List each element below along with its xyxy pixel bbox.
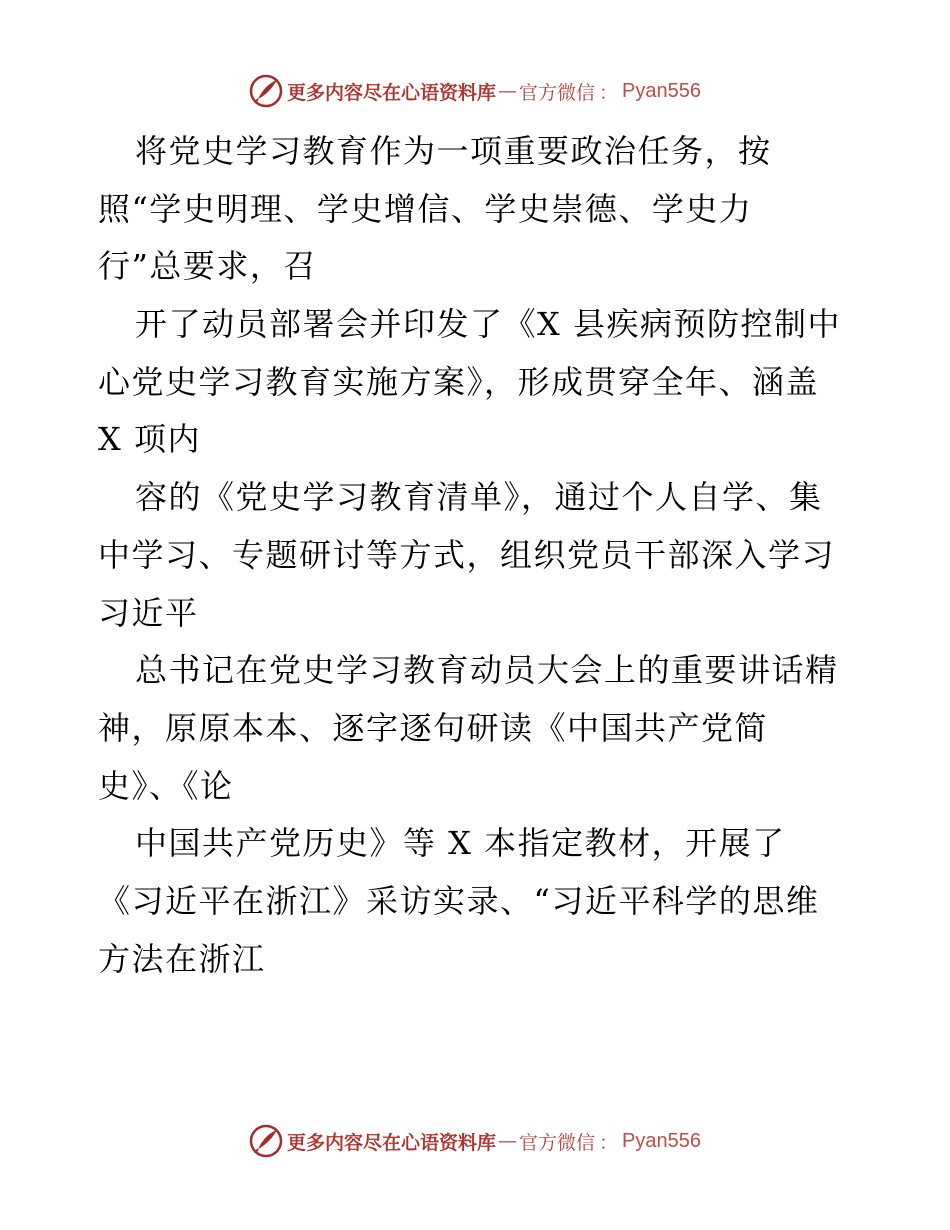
watermark-wechat-id: Pyan556: [622, 79, 701, 102]
watermark-brand: 官方微信: [519, 81, 596, 104]
watermark-wechat-id: Pyan556: [622, 1129, 701, 1152]
body-line-10: 总书记在党史学习教育动员大会上的重要讲话精: [135, 651, 839, 690]
header-watermark: [0, 71, 950, 111]
watermark-separator: ：: [599, 1131, 619, 1154]
body-line-15: 方法在浙江: [98, 939, 266, 978]
watermark-main-text: 更多内容尽在心语资料库: [286, 1131, 496, 1154]
body-line-7: 容的《党史学习教育清单》，通过个人自学、集: [135, 478, 823, 517]
body-line-13: 中国共产党历史》等 X 本指定教材，开展了: [135, 824, 786, 863]
body-line-8: 中学习、专题研讨等方式，组织党员干部深入学习: [98, 535, 836, 574]
body-line-12: 史》、《论: [98, 766, 234, 805]
body-line-9: 习近平: [98, 593, 199, 632]
quill-logo-icon: [249, 74, 283, 108]
body-line-3: 行”总要求，召: [98, 247, 317, 286]
watermark-dash: —: [498, 1130, 517, 1152]
document-body: [98, 123, 858, 988]
body-line-11: 神，原原本本、逐字逐句研读《中国共产党简: [98, 708, 769, 747]
body-line-14: 《习近平在浙江》采访实录、“习近平科学的思维: [98, 881, 820, 920]
watermark-dash: —: [498, 80, 517, 102]
body-line-1: 将党史学习教育作为一项重要政治任务，按: [135, 132, 772, 170]
footer-watermark: [0, 1121, 950, 1161]
watermark-main-text: 更多内容尽在心语资料库: [286, 81, 496, 104]
watermark-separator: ：: [599, 81, 619, 104]
body-line-6: X 项内: [98, 420, 201, 459]
body-line-5: 心党史学习教育实施方案》，形成贯穿全年、涵盖: [98, 362, 820, 401]
quill-logo-icon: [249, 1124, 283, 1158]
watermark-brand: 官方微信: [519, 1131, 596, 1154]
body-line-2: 照“学史明理、学史增信、学史崇德、学史力: [98, 189, 753, 228]
body-line-4: 开了动员部署会并印发了《X 县疾病预防控制中: [135, 305, 841, 344]
